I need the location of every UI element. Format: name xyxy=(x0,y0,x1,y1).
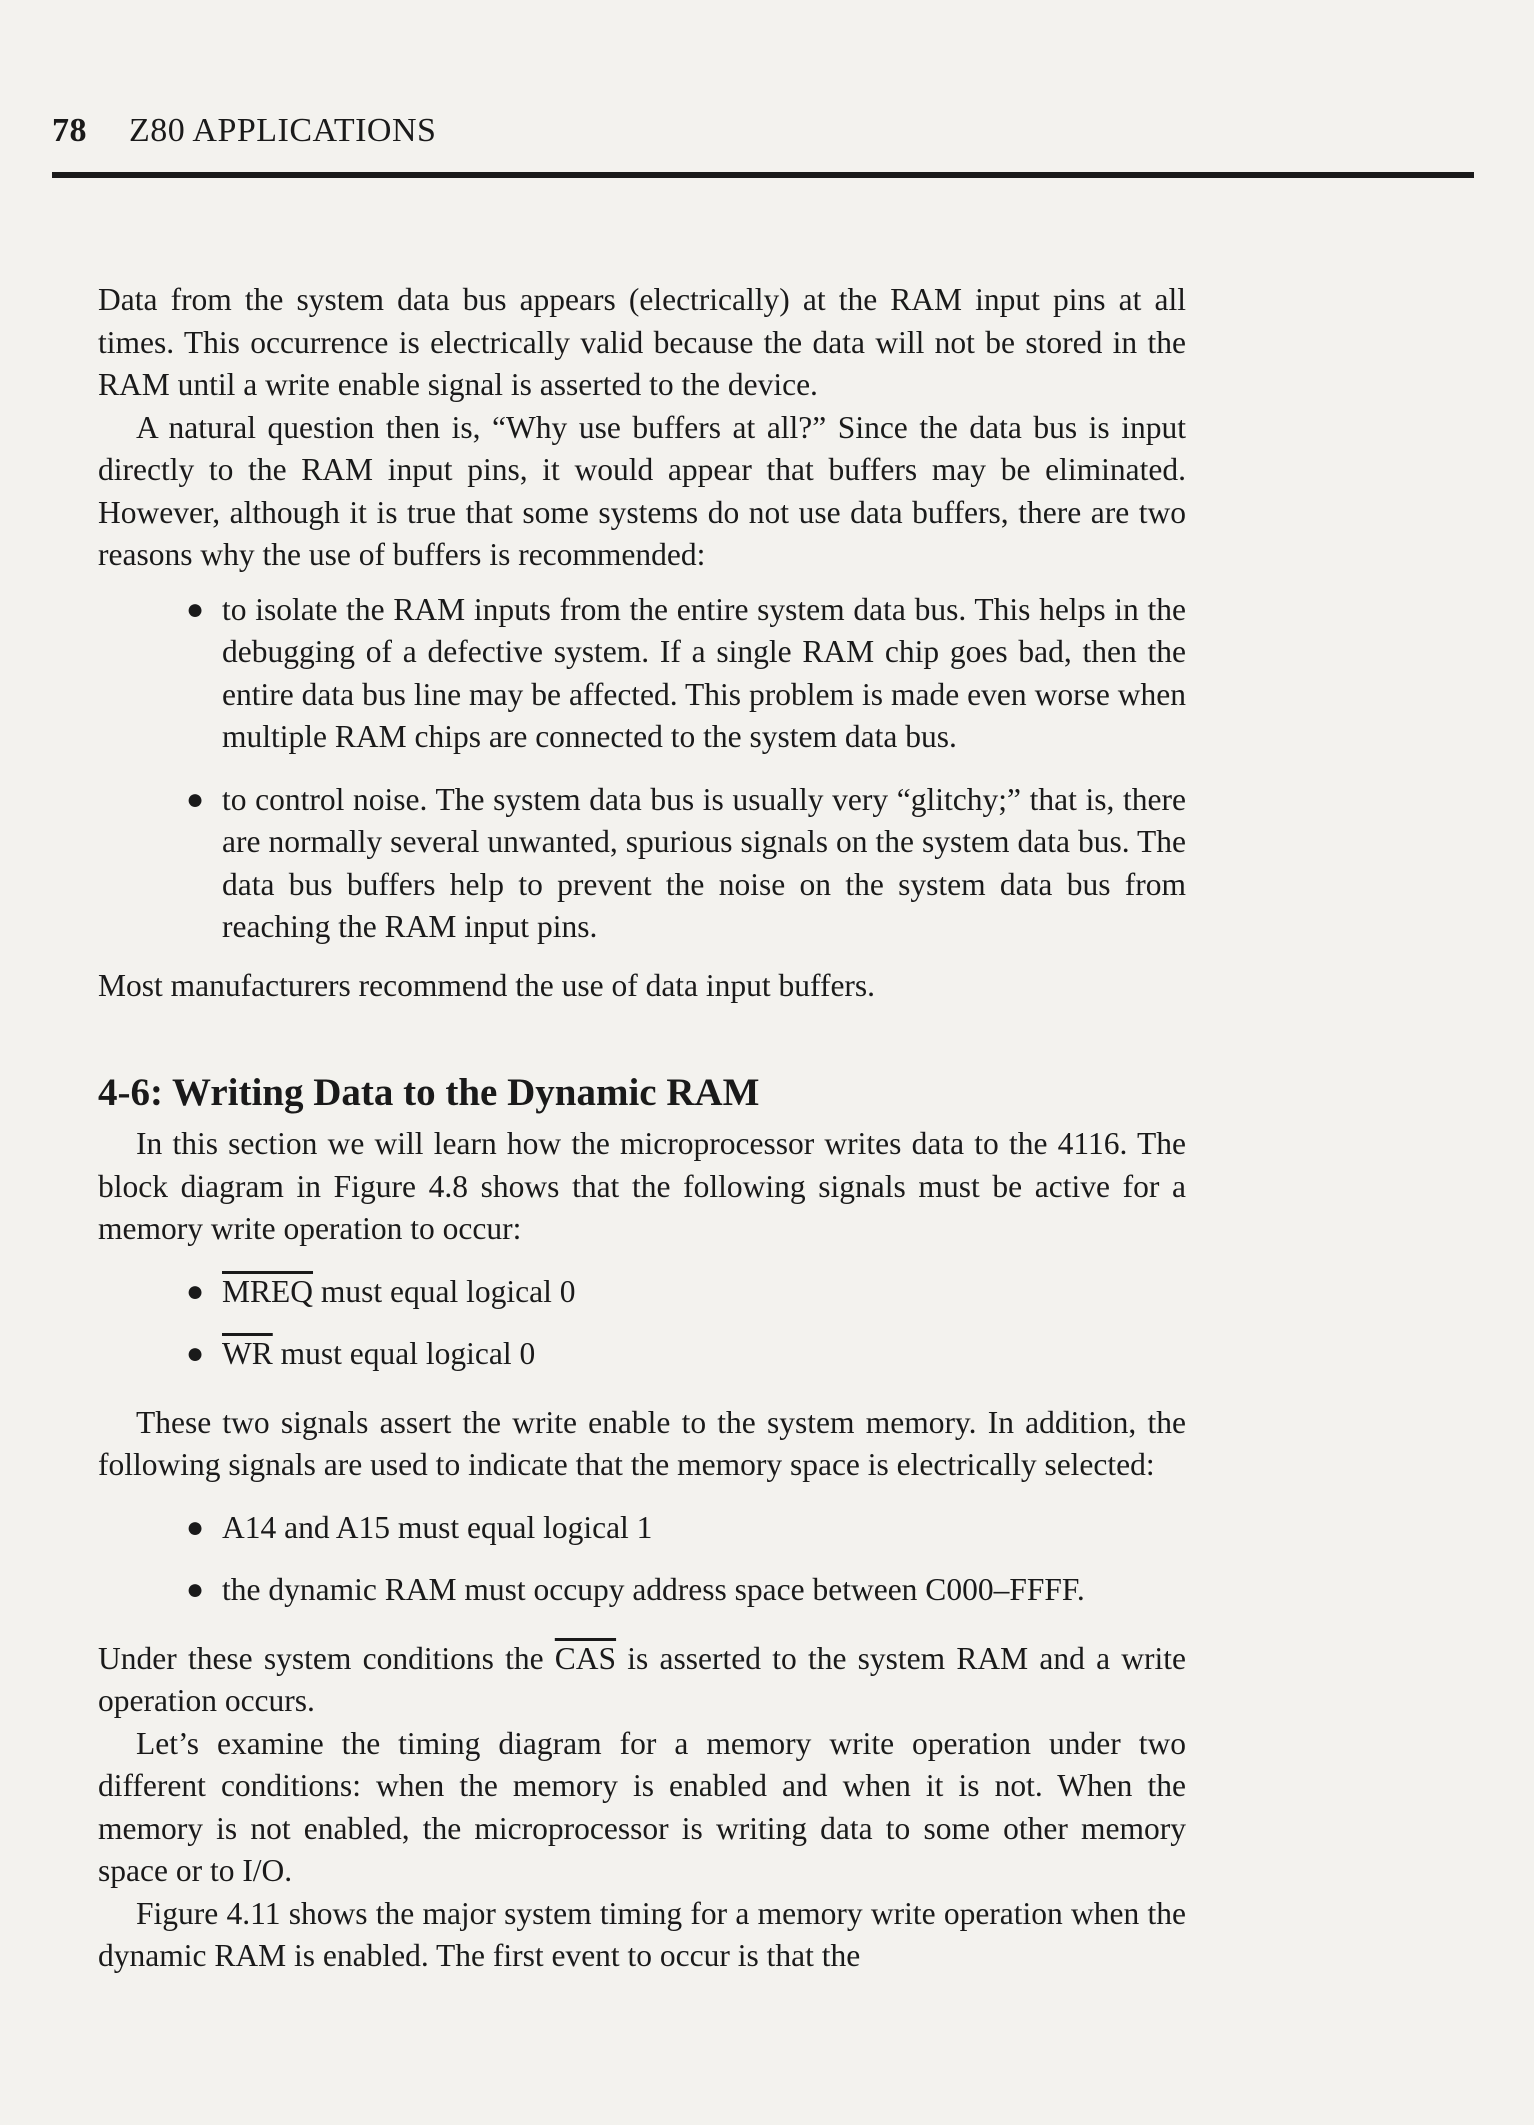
paragraph: These two signals assert the write enable to the system memory. In addition, the following signals are used to indicate that the memory space is electrically selected: xyxy=(98,1404,1186,1482)
list-item-text: to control noise. The system data bus is usually very “glitchy;” that is, there are normally several unwanted, spurious signals on the system data bus. The data bus buffers help to prevent the noise on the system data bus from reaching the RAM input pins. xyxy=(222,781,1186,944)
running-title: Z80 APPLICATIONS xyxy=(129,112,437,149)
signal-name: $\overline{CAS}$ xyxy=(554,1640,617,1676)
header-rule xyxy=(52,172,1474,178)
list-item xyxy=(98,1333,1186,1376)
list-item-text: the dynamic RAM must occupy address space between C000–FFFF. xyxy=(222,1572,1085,1607)
bullet-icon: ● xyxy=(186,1337,205,1370)
list-item xyxy=(98,1271,1186,1314)
paragraph-text: is asserted to the system RAM and a write operation occurs. xyxy=(98,1640,1186,1718)
paragraph xyxy=(98,1638,1186,1723)
running-head xyxy=(52,112,436,150)
paragraph: A natural question then is, “Why use buffers at all?” Since the data bus is input directly to the RAM input pins, it would appear that buffers may be eliminated. However, although it is true that some systems do not use data buffers, there are two reasons why the use of buffers is recommended: xyxy=(98,409,1186,572)
paragraph: Data from the system data bus appears (electrically) at the RAM input pins at all times. This occurrence is electrically valid because the data will not be stored in the RAM until a write enable signal is asserted to the device. xyxy=(98,282,1186,402)
list-item xyxy=(98,779,1186,949)
reasons-list xyxy=(98,589,1186,949)
list-item-text: A14 and A15 must equal logical 1 xyxy=(222,1509,653,1545)
list-item-text: must equal logical 0 xyxy=(272,1336,536,1371)
section-heading: 4-6: Writing Data to the Dynamic RAM xyxy=(98,1071,760,1114)
signal-name: MREQ xyxy=(222,1273,314,1309)
list-item xyxy=(98,1569,1186,1612)
paragraph: In this section we will learn how the microprocessor writes data to the 4116. The block diagram in Figure 4.8 shows that the following signals must be active for a memory write operation to occur: xyxy=(98,1126,1186,1246)
page-number: 78 xyxy=(52,112,87,149)
paragraph-text: Under these system conditions the xyxy=(98,1640,555,1676)
paragraph: Most manufacturers recommend the use of data input buffers. xyxy=(98,967,876,1003)
write-signals-list xyxy=(98,1271,1186,1376)
bullet-icon: ● xyxy=(186,1510,205,1544)
bullet-icon: ● xyxy=(186,1274,205,1308)
list-item xyxy=(98,589,1186,759)
select-conditions-list xyxy=(98,1507,1186,1612)
bullet-icon: ● xyxy=(186,782,205,816)
paragraph: Let’s examine the timing diagram for a memory write operation under two different conditions: when the memory is enabled and when it is not. When the memory is not enabled, the microprocessor is writing data to some other memory space or to I/O. xyxy=(98,1725,1186,1888)
list-item-text: to isolate the RAM inputs from the entire system data bus. This helps in the debugging of a defective system. If a single RAM chip goes bad, then the entire data bus line may be affected. This problem is made even worse when multiple RAM chips are connected to the system data bus. xyxy=(222,591,1186,754)
signal-name: $\overline{WR}$ xyxy=(222,1336,273,1371)
bullet-icon: ● xyxy=(186,592,205,626)
list-item-text: must equal logical 0 xyxy=(313,1273,576,1309)
bullet-icon: ● xyxy=(186,1573,205,1606)
body-text xyxy=(98,279,1186,1978)
list-item xyxy=(98,1507,1186,1550)
paragraph: Figure 4.11 shows the major system timing for a memory write operation when the dynamic RAM is enabled. The first event to occur is that the xyxy=(98,1895,1186,1973)
